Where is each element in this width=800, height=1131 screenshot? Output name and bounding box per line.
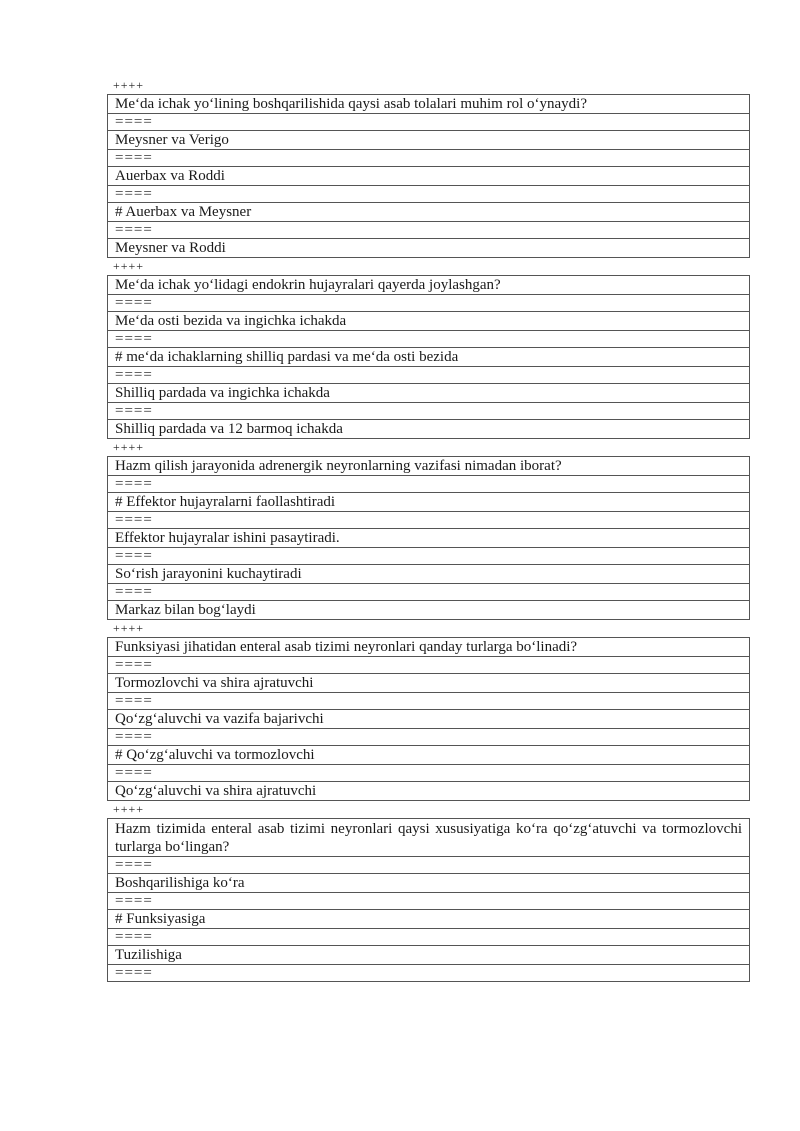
option-separator: ==== xyxy=(108,512,750,529)
table-row xyxy=(108,729,750,746)
table-row xyxy=(108,186,750,203)
table-row xyxy=(108,693,750,710)
answer-option: Meysner va Roddi xyxy=(108,239,750,258)
table-row xyxy=(108,95,750,114)
table-row xyxy=(108,746,750,765)
question-table xyxy=(107,818,750,982)
table-row xyxy=(108,203,750,222)
question-text: Hazm tizimida enteral asab tizimi neyronlari qaysi xususiyatiga ko‘ra qo‘zg‘atuvchi va tormozlovchi turlarga bo‘lingan? xyxy=(108,819,750,857)
answer-option: Tuzilishiga xyxy=(108,946,750,965)
table-row xyxy=(108,420,750,439)
option-separator: ==== xyxy=(108,331,750,348)
table-row xyxy=(108,222,750,239)
question-text: Me‘da ichak yo‘lidagi endokrin hujayralari qayerda joylashgan? xyxy=(108,276,750,295)
table-row xyxy=(108,565,750,584)
question-table xyxy=(107,275,750,439)
table-row xyxy=(108,403,750,420)
answer-option: # Effektor hujayralarni faollashtiradi xyxy=(108,493,750,512)
table-row xyxy=(108,367,750,384)
table-row xyxy=(108,312,750,331)
option-separator: ==== xyxy=(108,295,750,312)
question-text: Me‘da ichak yo‘lining boshqarilishida qaysi asab tolalari muhim rol o‘ynaydi? xyxy=(108,95,750,114)
answer-option: # Qo‘zg‘aluvchi va tormozlovchi xyxy=(108,746,750,765)
table-row xyxy=(108,295,750,312)
answer-option: Me‘da osti bezida va ingichka ichakda xyxy=(108,312,750,331)
table-row xyxy=(108,965,750,982)
table-row xyxy=(108,819,750,857)
table-row xyxy=(108,929,750,946)
question-start-marker: ++++ xyxy=(113,440,145,454)
answer-option: Qo‘zg‘aluvchi va vazifa bajarivchi xyxy=(108,710,750,729)
answer-option: Auerbax va Roddi xyxy=(108,167,750,186)
table-row xyxy=(108,114,750,131)
option-separator: ==== xyxy=(108,186,750,203)
table-row xyxy=(108,857,750,874)
answer-option: Shilliq pardada va ingichka ichakda xyxy=(108,384,750,403)
table-row xyxy=(108,657,750,674)
option-separator: ==== xyxy=(108,965,750,982)
table-row xyxy=(108,874,750,893)
answer-option: Qo‘zg‘aluvchi va shira ajratuvchi xyxy=(108,782,750,801)
question-start-marker: ++++ xyxy=(113,802,145,816)
option-separator: ==== xyxy=(108,114,750,131)
table-row xyxy=(108,167,750,186)
table-row xyxy=(108,782,750,801)
table-row xyxy=(108,493,750,512)
table-row xyxy=(108,239,750,258)
table-row xyxy=(108,710,750,729)
answer-option: Markaz bilan bog‘laydi xyxy=(108,601,750,620)
option-separator: ==== xyxy=(108,657,750,674)
answer-option: # Funksiyasiga xyxy=(108,910,750,929)
table-row xyxy=(108,512,750,529)
answer-option: Tormozlovchi va shira ajratuvchi xyxy=(108,674,750,693)
table-row xyxy=(108,331,750,348)
question-text: Hazm qilish jarayonida adrenergik neyronlarning vazifasi nimadan iborat? xyxy=(108,457,750,476)
option-separator: ==== xyxy=(108,929,750,946)
test-document xyxy=(107,77,750,982)
table-row xyxy=(108,476,750,493)
answer-option: Meysner va Verigo xyxy=(108,131,750,150)
table-row xyxy=(108,131,750,150)
option-separator: ==== xyxy=(108,729,750,746)
table-row xyxy=(108,765,750,782)
option-separator: ==== xyxy=(108,584,750,601)
table-row xyxy=(108,348,750,367)
answer-option: Shilliq pardada va 12 barmoq ichakda xyxy=(108,420,750,439)
table-row xyxy=(108,946,750,965)
answer-option: So‘rish jarayonini kuchaytiradi xyxy=(108,565,750,584)
answer-option: Boshqarilishiga ko‘ra xyxy=(108,874,750,893)
answer-option: # Auerbax va Meysner xyxy=(108,203,750,222)
option-separator: ==== xyxy=(108,367,750,384)
option-separator: ==== xyxy=(108,222,750,239)
question-start-marker: ++++ xyxy=(113,621,145,635)
answer-option: # me‘da ichaklarning shilliq pardasi va me‘da osti bezida xyxy=(108,348,750,367)
answer-option: Effektor hujayralar ishini pasaytiradi. xyxy=(108,529,750,548)
question-table xyxy=(107,456,750,620)
table-row xyxy=(108,548,750,565)
option-separator: ==== xyxy=(108,150,750,167)
question-table xyxy=(107,637,750,801)
question-table xyxy=(107,94,750,258)
table-row xyxy=(108,276,750,295)
question-start-marker: ++++ xyxy=(113,259,145,273)
option-separator: ==== xyxy=(108,476,750,493)
table-row xyxy=(108,893,750,910)
table-row xyxy=(108,638,750,657)
option-separator: ==== xyxy=(108,893,750,910)
question-text: Funksiyasi jihatidan enteral asab tizimi neyronlari qanday turlarga bo‘linadi? xyxy=(108,638,750,657)
table-row xyxy=(108,529,750,548)
table-row xyxy=(108,674,750,693)
table-row xyxy=(108,584,750,601)
option-separator: ==== xyxy=(108,857,750,874)
table-row xyxy=(108,150,750,167)
table-row xyxy=(108,384,750,403)
table-row xyxy=(108,910,750,929)
option-separator: ==== xyxy=(108,548,750,565)
option-separator: ==== xyxy=(108,765,750,782)
option-separator: ==== xyxy=(108,693,750,710)
option-separator: ==== xyxy=(108,403,750,420)
table-row xyxy=(108,457,750,476)
question-start-marker: ++++ xyxy=(113,78,145,92)
table-row xyxy=(108,601,750,620)
